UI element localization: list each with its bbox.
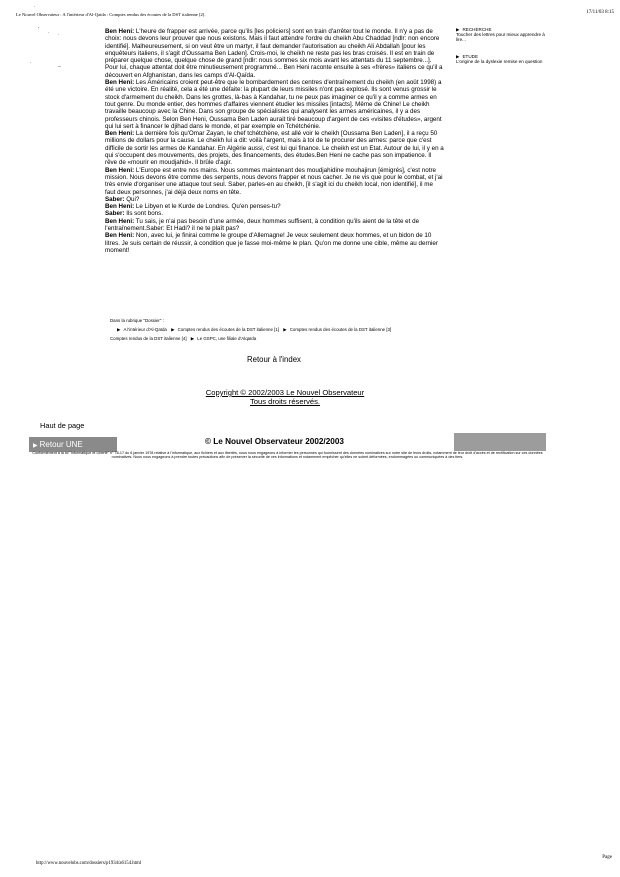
- footer-title: © Le Nouvel Observateur 2002/2003: [205, 437, 344, 446]
- rubrique-link[interactable]: Le GSPC, une filiale d'Alqaïda: [197, 336, 257, 341]
- article-paragraph: [105, 210, 445, 217]
- print-header-date: 17/11/03 8:15: [586, 10, 614, 15]
- sidebar-recherche[interactable]: [456, 27, 548, 43]
- sidebar-recherche-heading[interactable]: RECHERCHE: [462, 27, 492, 32]
- retour-une-button[interactable]: [29, 437, 117, 452]
- speaker-label: Ben Heni:: [105, 232, 135, 240]
- article-paragraph: [105, 79, 445, 130]
- speaker-label: Ben Heni:: [105, 130, 135, 138]
- triangle-right-icon: ▶: [190, 336, 195, 341]
- paragraph-text: Le Libyen et le Kurde de Londres. Qu'en penses-tu?: [134, 203, 281, 211]
- scan-speck: ': [38, 27, 39, 33]
- article-paragraph: [105, 28, 445, 79]
- paragraph-text: Ils sont bons.: [124, 210, 164, 218]
- article-paragraph: [105, 218, 445, 233]
- scan-speck: ·: [58, 32, 60, 38]
- print-header-title: Le Nouvel Observateur : A l'intérieur d'Al-Qaïda : Comptes rendus des écoutes de la DST italienne [2].: [16, 12, 206, 17]
- legal-notice: Conformément à la loi "Informatique et Liberté" n° 78-17 du 6 janvier 1978 relative à l'informatique, aux fichiers et aux libertés, nous nous engageons à informer les personnes qui fournissent des données nominatives sur notre site de leurs droits, notamment de leur droit d'accès et de rectification sur ces données nominatives. Nous nous engageons à prendre toutes précautions afin de préserver la sécurité de ces informations et notamment empêcher qu'elles ne soient déformées, endommagées ou communiquées à des tiers.: [32, 451, 543, 460]
- speaker-label: Ben Heni:: [105, 203, 135, 211]
- retour-une-label: Retour UNE: [39, 440, 83, 449]
- paragraph-text: La dernière fois qu'Omar Zayan, le chef tchétchène, est allé voir le cheikh [Oussama Ben Laden], il a reçu 50 millions de dollars pour la cause. Le cheikh lui a dit: voilà l'argent, mais à toi de te procurer des armes: parce que c'est difficile de sortir les armes de Kandahar. En Algérie aussi, c'est lui qui finance. Le cheikh est un Etat. Autour de lui, il y en a qui s'occupent des mouvements, des projets, des financements, des études.Ben Heni ne cache pas son impatience. Il rêve de «mourir en moudjahid». Il brûle d'agir.: [105, 130, 444, 167]
- article-paragraph: [105, 130, 445, 166]
- sidebar-etude-link[interactable]: L'origine de la dyslexie remise en question: [456, 59, 543, 65]
- retour-index-link[interactable]: Retour à l'index: [247, 355, 301, 364]
- triangle-right-icon: ▶: [117, 327, 121, 332]
- copyright-block: [190, 389, 380, 407]
- triangle-right-icon: ▶: [283, 327, 287, 332]
- haut-de-page-link[interactable]: Haut de page: [40, 421, 85, 430]
- paragraph-text: L'Europe est entre nos mains. Nous sommes maintenant des moudjahidine mouhajirun [émigrés], c'est notre mission. Nous devons être comme des serpents, nous devons frapper et nous cacher. Je ne vis que pour le combat, et j'ai très envie d'organiser une attaque tout seul. Saber, parles-en au cheikh, [il s'agit ici du cheikh local, non identifié], il me faut deux personnes, j'ai déjà deux noms en tête.: [105, 166, 443, 196]
- triangle-right-icon: ▶: [171, 327, 175, 332]
- triangle-right-icon: ▶: [456, 54, 460, 59]
- scan-speck: ·: [48, 30, 50, 36]
- speaker-label: Ben Heni:: [105, 79, 135, 87]
- scan-speck: ·: [34, 4, 36, 10]
- speaker-label: Saber:: [105, 210, 125, 218]
- print-footer-url: http://www.nouvelobs.com/dossiers/p1934/a6154.html: [36, 861, 142, 866]
- rubrique-label: Dans la rubrique "Dossier" :: [110, 318, 164, 323]
- rights-link[interactable]: Tous droits réservés.: [249, 396, 321, 406]
- triangle-right-icon: ▶: [456, 27, 460, 32]
- rubrique-link[interactable]: A l'intérieur d'Al-Qaïda: [123, 327, 167, 332]
- article-paragraph: [105, 167, 445, 196]
- footer-banner-box: [454, 433, 546, 451]
- speaker-label: Ben Heni:: [105, 217, 135, 225]
- speaker-label: Ben Heni:: [105, 28, 135, 35]
- article-paragraph: [105, 203, 445, 210]
- paragraph-text: Non, avec lui, je finirai comme le groupe d'Allemagne! Je veux seulement deux hommes, et un bidon de 10 litres. Je suis certain de réussir, à condition que je fasse moi-même le plan. Qu'on me donne une cible, même au dernier moment!: [105, 232, 438, 254]
- paragraph-text: L'heure de frapper est arrivée, parce qu'ils [les policiers] sont en train d'arrêter tout le monde. Il n'y a pas de choix: nous devons leur prouver que nous existons. Mais il faut attendre l'ordre du cheikh Abu Chaddad [ndlr: non encore identifié]. Malheureusement, si on veut être un martyr, il faut demander l'autorisation au cheikh Ali Abdallah [pour les enquêteurs italiens, il s'agit d'Oussama Ben Laden]. Crois-moi, le cheikh ne reste pas les bras croisés. Il est en train de préparer quelque chose, quelque chose de grand [ndlr: nous sommes six mois avant les attentats du 11 septembre...]. Pour lui, chaque attentat doit être minutieusement programmé... Ben Heni raconte ensuite à ses «frères» italiens ce qu'il a découvert en Afghanistan, dans les camps d'Al-Qaïda.: [105, 28, 443, 79]
- sidebar-etude-heading[interactable]: ETUDE: [462, 54, 479, 59]
- article-paragraph: [105, 196, 445, 203]
- sidebar-etude[interactable]: [456, 54, 548, 64]
- article-body: [105, 28, 445, 254]
- scan-speck: –: [58, 64, 61, 70]
- rubrique-box: [110, 316, 450, 343]
- paragraph-text: Les Américains croient peut-être que le bombardement des centres d'entraînement du cheikh (en août 1998) a été une victoire. En réalité, cela a été une défaite: la plupart de leurs missiles n'ont pas explosé. Ils sont venus grossir le stock d'armement du cheikh. Dans les grottes, là-bas à Kandahar, tu ne peux pas imaginer ce qu'il y a comme armes en tout genre. Du monde entier, des hommes d'affaires viennent étudier les missiles [intacts]. Même de Chine! Le cheikh travaille beaucoup avec la Chine. Dans son groupe de spécialistes qui analysent les armes américaines, il y a des professeurs chinois. Selon Ben Heni, Oussama Ben Laden aurait tiré beaucoup d'argent de ces «visites d'études», argent qui lui sert à financer le djihad dans le monde, et par exemple en Tchétchénie.: [105, 79, 442, 130]
- sidebar-recherche-link[interactable]: Toucher des lettres pour mieux apprendre à lire...: [456, 32, 545, 43]
- speaker-label: Ben Heni:: [105, 166, 135, 174]
- triangle-right-icon: ▶: [33, 443, 38, 449]
- paragraph-text: Tu sais, je n'ai pas besoin d'une armée, deux hommes suffisent, à condition qu'ils aient de la tête et de l'entraînement.Saber: Et Hadi? il ne te plaît pas?: [105, 217, 420, 233]
- paragraph-text: Qui?: [124, 195, 140, 203]
- article-paragraph: [105, 232, 445, 254]
- scan-speck: ·: [30, 60, 32, 66]
- rubrique-link[interactable]: Comptes rendus des écoutes de la DST italienne [3]: [289, 327, 392, 332]
- rubrique-link[interactable]: Comptes rendus de la DST italienne [4]: [110, 336, 187, 341]
- speaker-label: Saber:: [105, 195, 125, 203]
- print-footer-page: Page: [602, 855, 612, 860]
- copyright-link[interactable]: Copyright © 2002/2003 Le Nouvel Observateur: [205, 388, 365, 397]
- rubrique-link[interactable]: Comptes rendus des écoutes de la DST italienne [1]: [177, 327, 280, 332]
